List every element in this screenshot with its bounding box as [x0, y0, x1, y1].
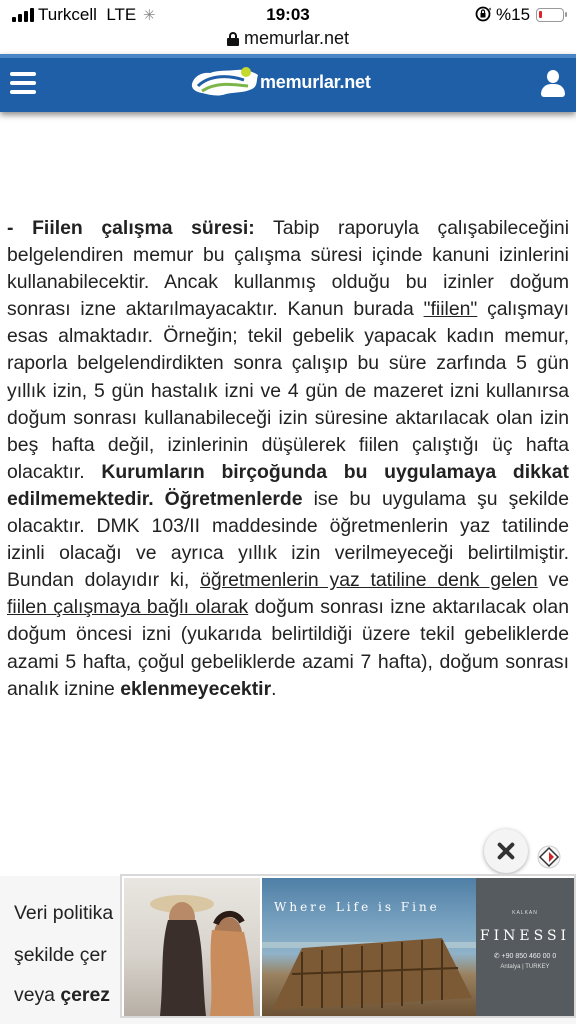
- emphasis-text: eklenmeyecektir: [120, 677, 272, 700]
- fiilen-quote: "fiilen": [423, 298, 478, 321]
- cookie-policy-link[interactable]: çerez: [60, 984, 110, 1006]
- beach-resort-image: [262, 878, 476, 1016]
- network-type: LTE: [106, 5, 137, 24]
- battery-percentage: %15: [496, 5, 531, 24]
- site-logo[interactable]: [188, 62, 388, 104]
- cookie-text: veya: [14, 984, 61, 1006]
- ad-location: Antalya | TURKEY: [500, 964, 550, 970]
- rotation-lock-icon: [474, 5, 492, 23]
- ad-brand-panel: [476, 878, 574, 1016]
- article-text: ise bu uygulama şu şekilde olacaktır. DMK 103/II maddesinde öğretmenlerin yaz tatilinde izinli olacağı ve ayrıca yıllık izin verilmeyeceği belirtilmiştir. Bundan dolayıdır ki,: [7, 487, 569, 592]
- battery-level-fill: [539, 11, 542, 18]
- browser-url-bar[interactable]: [0, 28, 576, 52]
- underlined-phrase: öğretmenlerin yaz tatiline denk gelen: [200, 569, 538, 592]
- emphasis-text: Kurumların birçoğunda bu uygulamaya dikkat edilmemektedir. Öğretmenlerde: [7, 460, 569, 510]
- battery-icon: [536, 8, 564, 22]
- ad-brand-name: FINESSI: [479, 928, 571, 944]
- turkey-map-logo-icon: [188, 62, 260, 104]
- article-text: .: [271, 677, 277, 700]
- ad-tagline: Where Life is Fine: [274, 900, 440, 914]
- cookie-text-line: şekilde çer: [14, 944, 107, 966]
- underlined-phrase: fiilen çalışmaya bağlı olarak: [7, 596, 249, 619]
- ad-photo-resort: [262, 878, 476, 1016]
- ad-phone-number: +90 850 460 00 0: [501, 953, 557, 960]
- status-bar: [0, 0, 576, 28]
- ad-banner[interactable]: [120, 874, 576, 1018]
- section-heading: - Fiilen çalışma süresi:: [7, 217, 255, 239]
- ad-phone: ✆ +90 850 460 00 0: [493, 953, 557, 960]
- ad-brand-subtitle: KALKAN: [512, 910, 538, 916]
- clock: 19:03: [266, 5, 310, 24]
- women-silhouette-image: [124, 878, 260, 1016]
- url-text: memurlar.net: [243, 28, 350, 48]
- activity-spinner-icon: ✳: [143, 7, 156, 24]
- article-text: Tabip raporuyla çalışabileceğini belgelendiren memur bu çalışma süresi içinde kanuni izinlerini kullanabilecektir. Ancak kullanmış olduğu bu izinler doğum sonrası izne aktarılmayacaktır. Kanun burada: [7, 217, 569, 321]
- adchoices-icon[interactable]: [534, 843, 564, 871]
- site-header: [0, 54, 576, 112]
- lock-icon: [227, 32, 239, 46]
- user-profile-icon[interactable]: [540, 70, 566, 98]
- ad-photo-women: [124, 878, 260, 1016]
- close-icon[interactable]: [484, 829, 528, 873]
- carrier-name: Turkcell: [38, 5, 97, 24]
- article-text: doğum sonrası izne aktarılacak olan doğum öncesi izni (yukarıda belirtildiği üzere tekil gebeliklerde azami 5 hafta, çoğul gebeliklerde azami 7 hafta), doğum sonrası analık iznine: [7, 596, 569, 700]
- cookie-text-line: [14, 984, 110, 1007]
- hamburger-menu-icon[interactable]: [10, 72, 36, 94]
- article-text: ve: [537, 569, 570, 592]
- brand-name: memurlar.net: [260, 72, 371, 92]
- article-text: çalışmayı esas almaktadır. Örneğin; tekil gebelik yapacak kadın memur, raporla belgelendirdikten sonra çalışıp bu süre zarfında 5 gün yıllık izin, 5 gün hastalık izni ve 4 gün de mazeret izni kullanırsa doğum sonrası kullanabileceği izin süresine aktarılacak olan izin beş hafta değil, izinlerinin düşülerek fiilen çalıştığı üç hafta olacaktır.: [7, 298, 569, 483]
- article-body: [7, 215, 569, 703]
- cookie-text-line: Veri politika: [14, 902, 114, 924]
